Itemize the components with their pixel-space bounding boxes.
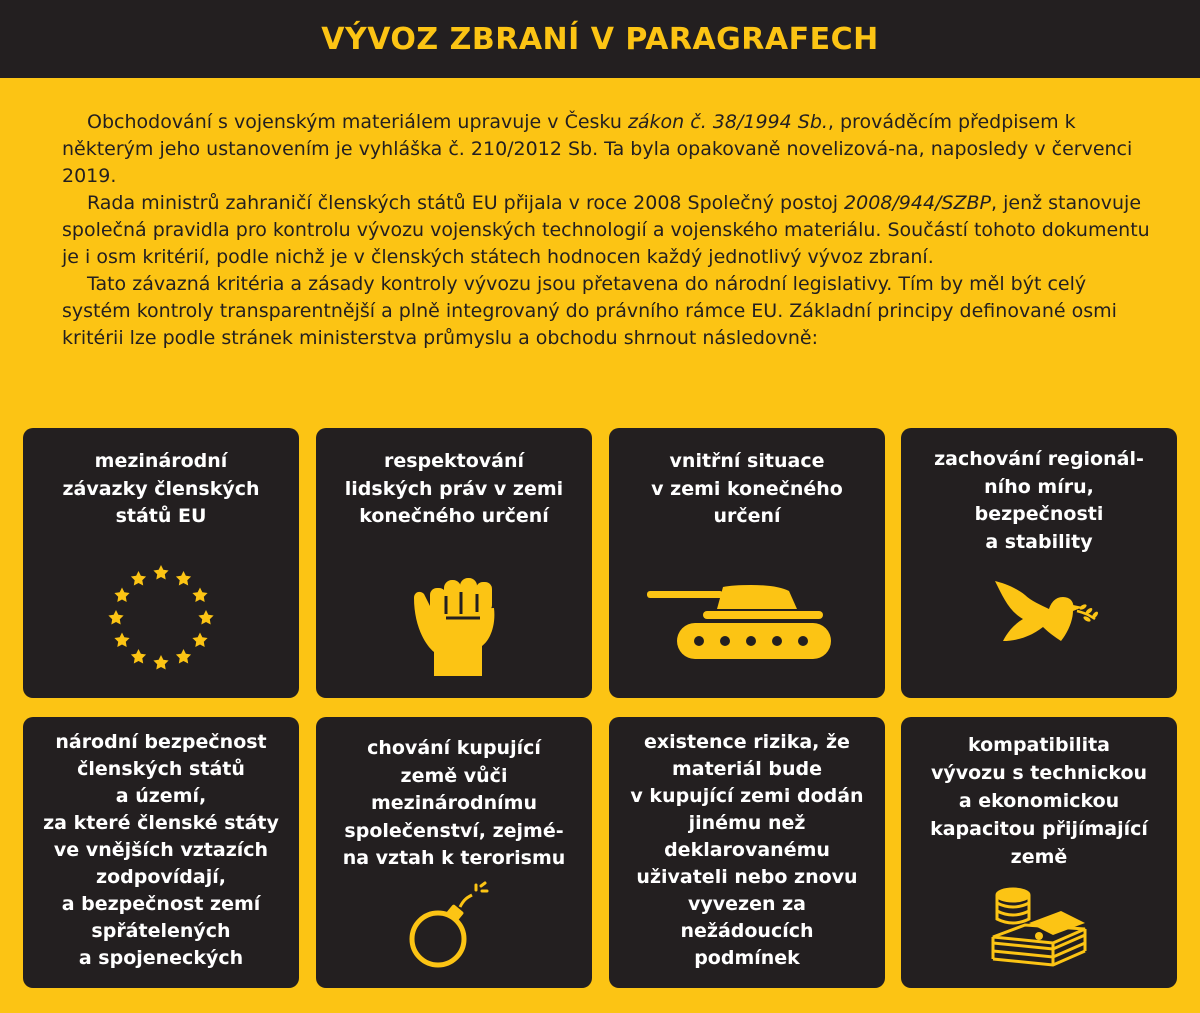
criterion-card-5	[23, 717, 299, 988]
criterion-card-4	[901, 428, 1177, 698]
criterion-text: zachování regionál- ního míru, bezpečnosti a stability	[934, 448, 1144, 553]
criterion-card-3	[609, 428, 885, 698]
criterion-card-6	[316, 717, 592, 988]
page-title: VÝVOZ ZBRANÍ V PARAGRAFECH	[321, 21, 879, 57]
eu-stars-icon	[101, 558, 221, 678]
money-coins-icon	[989, 885, 1089, 975]
intro-text	[62, 109, 1152, 352]
criterion-text: národní bezpečnost členských států a území, za které členské státy ve vnějších vztazích zodpovídají, a bezpečnost zemí spřátelených a spojeneckých	[43, 731, 279, 969]
raised-fist-icon	[406, 548, 506, 678]
criterion-text: vnitřní situace v zemi konečného určení	[651, 450, 843, 527]
intro-paragraph-3: Tato závazná kritéria a zásady kontroly vývozu jsou přetavena do národní legislativy. Tím by měl být celý systém kontroly transparentnější a plně integrovaný do právního rámce EU. Základní principy definované osmi kritérii lze podle stránek ministerstva průmyslu a obchodu shrnout následovně:	[62, 273, 1117, 349]
criterion-text: chování kupující země vůči mezinárodnímu společenství, zejmé- na vztah k terorismu	[342, 737, 566, 869]
criterion-card-8	[901, 717, 1177, 988]
criterion-text: kompatibilita vývozu s technickou a ekonomickou kapacitou přijímající země	[930, 734, 1148, 868]
criterion-text: existence rizika, že materiál bude v kupující zemi dodán jinému než deklarovanému uživateli nebo znovu vyvezen za nežádoucích podmínek	[630, 731, 864, 969]
criterion-text: mezinárodní závazky členských států EU	[62, 450, 260, 527]
dove-icon	[989, 575, 1099, 655]
tank-icon	[647, 585, 847, 665]
criterion-card-1	[23, 428, 299, 698]
bomb-icon	[404, 881, 494, 971]
header-bar	[0, 0, 1200, 78]
criterion-text: respektování lidských práv v zemi konečného určení	[344, 450, 564, 527]
intro-paragraph-1: Obchodování s vojenským materiálem upravuje v Česku zákon č. 38/1994 Sb., prováděcím předpisem k některým jeho ustanovením je vyhláška č. 210/2012 Sb. Ta byla opakovaně novelizová-na, naposledy v červenci 2019.	[62, 111, 1133, 187]
law-reference: zákon č. 38/1994 Sb.	[627, 111, 828, 133]
criterion-card-2	[316, 428, 592, 698]
eu-position-reference: 2008/944/SZBP	[844, 192, 992, 214]
intro-paragraph-2: Rada ministrů zahraničí členských států EU přijala v roce 2008 Společný postoj 2008/944/SZBP, jenž stanovuje společná pravidla pro kontrolu vývozu vojenských technologií a vojenského materiálu. Součástí tohoto dokumentu je i osm kritérií, podle nichž je v členských státech hodnocen každý jednotlivý vývoz zbraní.	[62, 192, 1150, 268]
criterion-card-7	[609, 717, 885, 988]
